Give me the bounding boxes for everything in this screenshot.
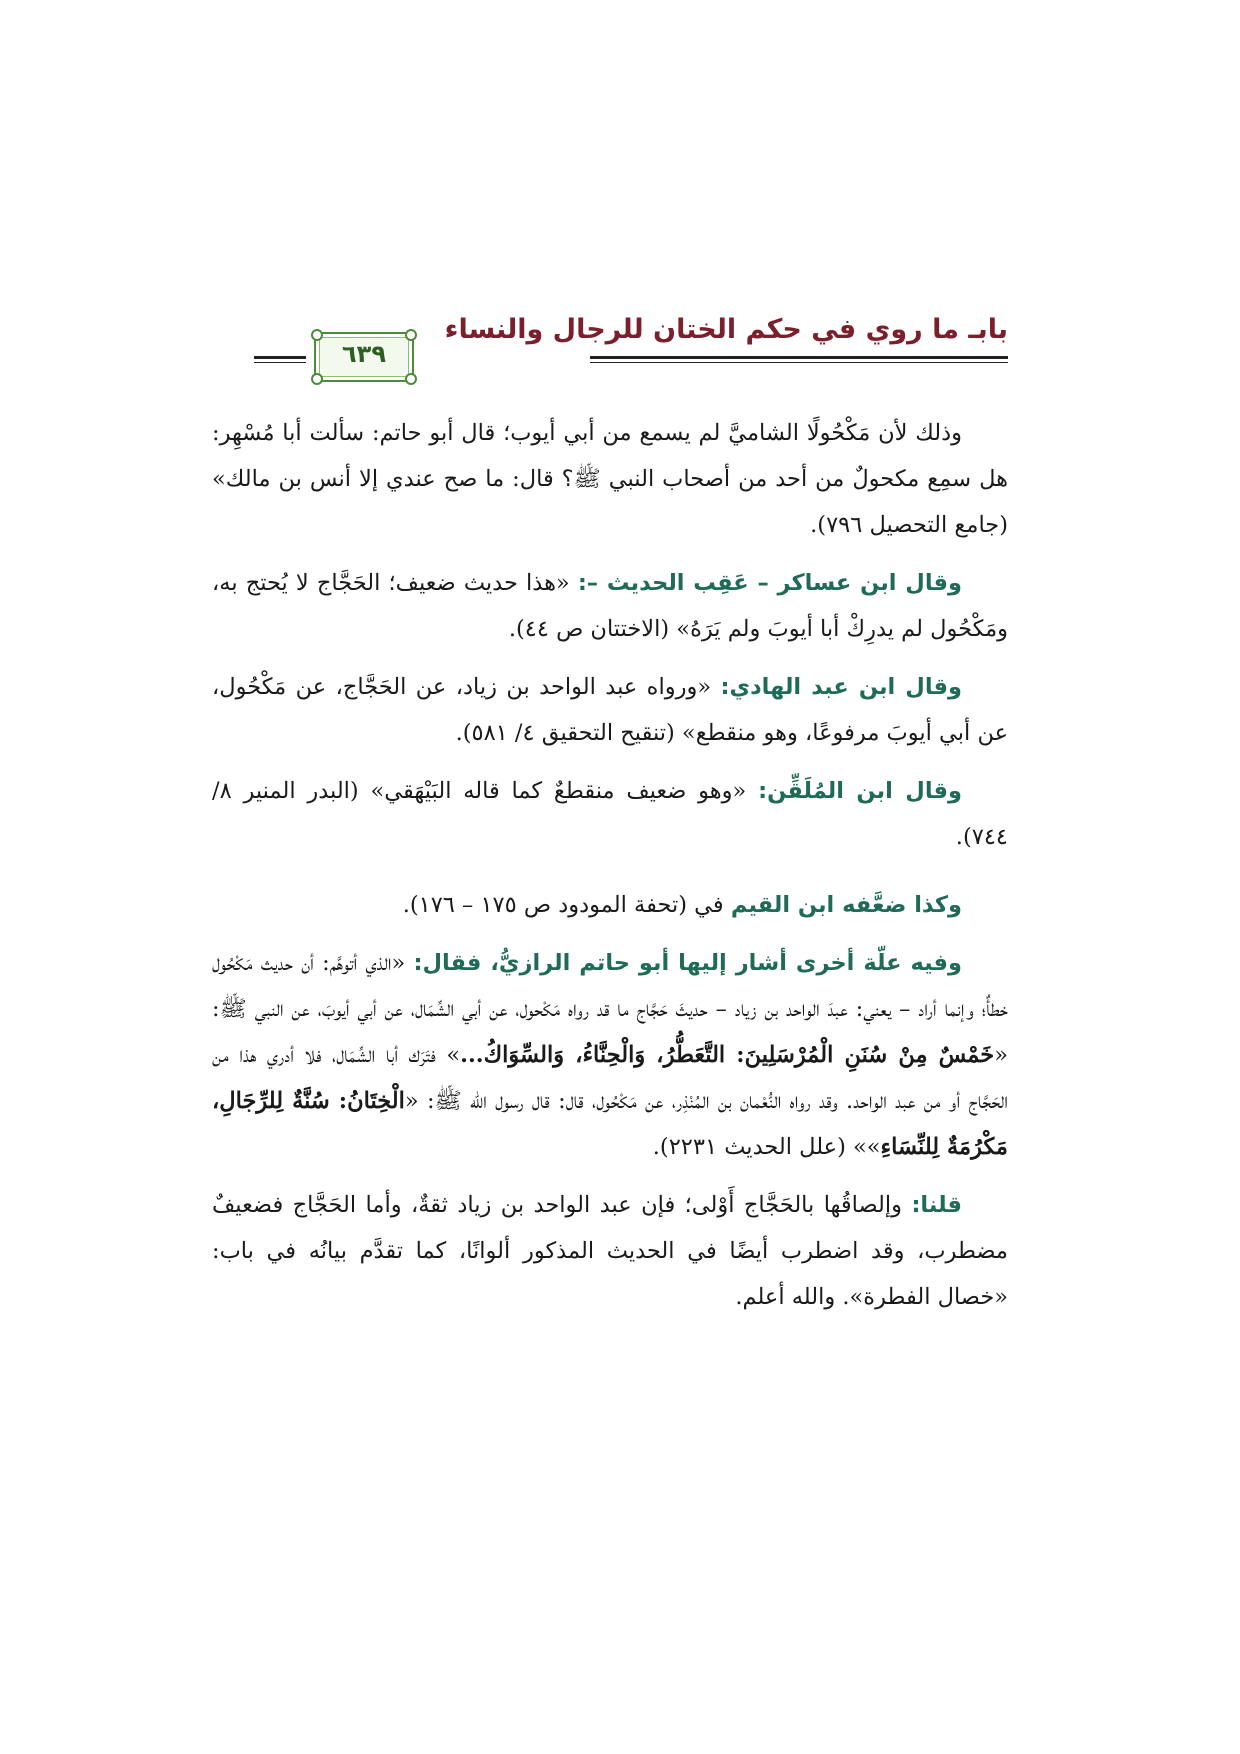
header-rule-left (254, 356, 306, 359)
paragraph-text: وإلصاقُها بالحَجَّاج أَوْلى؛ فإن عبد الواحد بن زياد ثقةٌ، وأما الحَجَّاج فضعيفٌ مضطرب، وقد اضطرب أيضًا في الحديث المذكور ألوانًا، كما تقدَّم بيانُه في باب: «خصال الفطرة». والله أعلم. (212, 1192, 1008, 1310)
paragraph (212, 768, 1008, 860)
paragraph-text: » فتَرَك أبا الشِّمَال، فلا أدري هذا من الحَجَّاج أو من عبد الواحد. وقد رواه النُّعْمان بن المُنْذِر، عن مَكْحُول، قال: قال رسول الله ﷺ: « (212, 1042, 1008, 1114)
page-number: ٦٣٩ (342, 340, 386, 368)
hadith-text: خَمْسٌ مِنْ سُنَنِ الْمُرْسَلِينَ: التَّعَطُّرُ، وَالْحِنَّاءُ، وَالسِّوَاكُ... (460, 1042, 995, 1068)
paragraph-text: »» (علل الحديث ٢٢٣١). (652, 1134, 881, 1160)
paragraph (212, 882, 1008, 928)
paragraph-text: في (تحفة المودود ص ١٧٥ – ١٧٦). (402, 892, 731, 918)
paragraph-lead: قلنا: (911, 1192, 962, 1218)
header-rule-thin (590, 362, 1008, 363)
paragraph (212, 560, 1008, 652)
hadith-text: الْخِتَانُ: سُنَّةٌ لِلرِّجَالِ، مَكْرُمَةٌ لِلنِّسَاءِ (212, 1088, 1008, 1160)
paragraph-lead: وقال ابن عساكر – عَقِب الحديث –: (577, 570, 962, 596)
paragraph-lead: وقال ابن عبد الهادي: (720, 674, 962, 700)
paragraph-lead: وفيه علّة أخرى أشار إليها أبو حاتم الرازيُّ، فقال: (413, 950, 962, 976)
paragraph (212, 1182, 1008, 1320)
page-number-badge (314, 332, 414, 382)
body-text (212, 410, 1008, 1332)
paragraph-text: «وهو ضعيف منقطعٌ كما قاله البَيْهَقي» (البدر المنير ٨/ ٧٤٤). (212, 778, 1008, 850)
paragraph (212, 940, 1008, 1170)
page-header (254, 306, 1008, 386)
paragraph-text: «ورواه عبد الواحد بن زياد، عن الحَجَّاج، عن مَكْحُول، عن أبي أيوبَ مرفوعًا، وهو منقطع» (تنقيح التحقيق ٤/ ٥٨١). (212, 674, 1008, 746)
header-rule-left-thin (254, 362, 306, 363)
paragraph-lead: وكذا ضعَّفه ابن القيم (730, 892, 962, 918)
paragraph (212, 664, 1008, 756)
chapter-title: بابـ ما روي في حكم الختان للرجال والنساء (444, 314, 1008, 345)
paragraph-lead: وقال ابن المُلَقِّن: (758, 778, 962, 804)
paragraph (212, 410, 1008, 548)
paragraph-text: «هذا حديث ضعيف؛ الحَجَّاج لا يُحتج به، ومَكْحُول لم يدرِكْ أبا أيوبَ ولم يَرَهُ» (الاختتان ص ٤٤). (212, 570, 1008, 642)
ornament-icon (311, 373, 323, 385)
ornament-icon (405, 373, 417, 385)
header-rule (590, 356, 1008, 359)
paragraph-text: وذلك لأن مَكْحُولًا الشاميَّ لم يسمع من أبي أيوب؛ قال أبو حاتم: سألت أبا مُسْهِر: هل سمِع مكحولٌ من أحد من أصحاب النبي ﷺ؟ قال: ما صح عندي إلا أنس بن مالك» (جامع التحصيل ٧٩٦). (212, 420, 1008, 538)
paragraph-text: «الذي أتوهَّم: أن حديث مَكْحُول خطأٌ؛ وإنما أراد – يعني: عبدَ الواحد بن زياد – حديثَ حَجَّاج ما قد رواه مَكْحول، عن أبي الشِّمَال، عن أبي أيوبَ، عن النبي ﷺ: « (212, 950, 1009, 1068)
